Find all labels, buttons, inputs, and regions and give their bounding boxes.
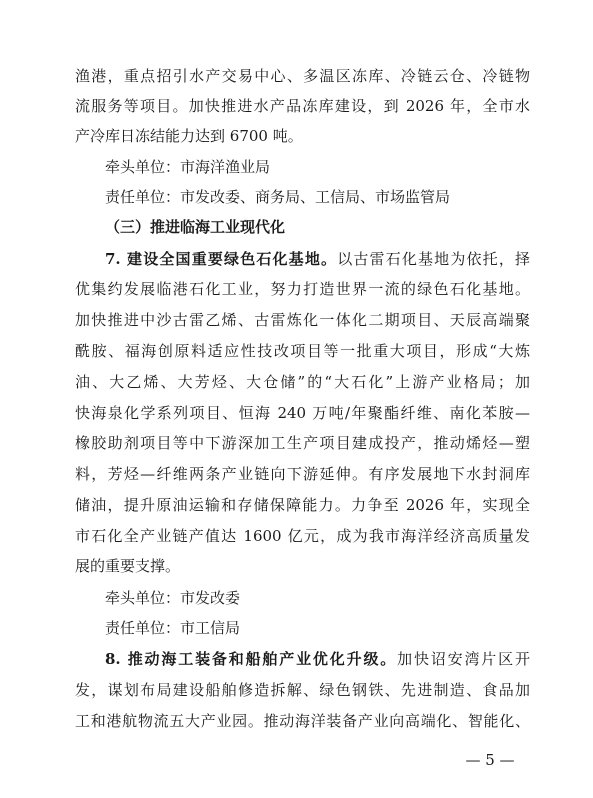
paragraph-line: 酰胺、福海创原料适应性技改项目等一批重大项目，形成“大炼 (75, 342, 530, 360)
paragraph-line: 优集约发展临港石化工业，努力打造世界一流的绿色石化基地。 (75, 280, 530, 298)
item-8-title: 8. 推动海工装备和船舶产业优化升级。 (105, 650, 398, 668)
paragraph-line: 渔港，重点招引水产交易中心、多温区冻库、冷链云仓、冷链物 (75, 67, 530, 85)
paragraph-line: 发，谋划布局建设船舶修造拆解、绿色钢铁、先进制造、食品加 (75, 681, 530, 699)
item-8-first-line (105, 649, 530, 669)
responsible-unit-line: 责任单位：市工信局 (105, 619, 241, 637)
paragraph-line: 展的重要支撑。 (75, 557, 181, 575)
item-7-first-line (105, 249, 530, 269)
section-heading: （三）推进临海工业现代化 (105, 218, 286, 236)
item-7-first-line-text: 以古雷石化基地为依托，择 (337, 250, 530, 268)
paragraph-line: 储油，提升原油运输和存储保障能力。力争至 2026 年，实现全 (75, 496, 530, 514)
paragraph-line: 市石化全产业链产值达 1600 亿元，成为我市海洋经济高质量发 (75, 527, 530, 545)
item-7-title: 7. 建设全国重要绿色石化基地。 (105, 250, 338, 268)
paragraph-line: 流服务等项目。加快推进水产品冻库建设，到 2026 年，全市水 (75, 97, 530, 115)
paragraph-line: 工和港航物流五大产业园。推动海洋装备产业向高端化、智能化、 (75, 712, 530, 730)
paragraph-line: 油、大乙烯、大芳烃、大仓储”的“大石化”上游产业格局；加 (75, 373, 530, 391)
paragraph-line: 产冷库日冻结能力达到 6700 吨。 (75, 127, 303, 145)
item-8-first-line-text: 加快诏安湾片区开 (397, 650, 530, 668)
lead-unit-line: 牵头单位：市海洋渔业局 (105, 158, 271, 176)
paragraph-line: 橡胶助剂项目等中下游深加工生产项目建成投产，推动烯烃—塑 (75, 434, 530, 452)
paragraph-line: 料，芳烃—纤维两条产业链向下游延伸。有序发展地下水封洞库 (75, 465, 530, 483)
responsible-unit-line: 责任单位：市发改委、商务局、工信局、市场监管局 (105, 188, 451, 206)
paragraph-line: 加快推进中沙古雷乙烯、古雷炼化一体化二期项目、天辰高端聚 (75, 311, 530, 329)
paragraph-line: 快海泉化学系列项目、恒海 240 万吨/年聚酯纤维、南化苯胺— (75, 404, 530, 422)
page-number: — 5 — (465, 751, 515, 769)
lead-unit-line: 牵头单位：市发改委 (105, 589, 241, 607)
